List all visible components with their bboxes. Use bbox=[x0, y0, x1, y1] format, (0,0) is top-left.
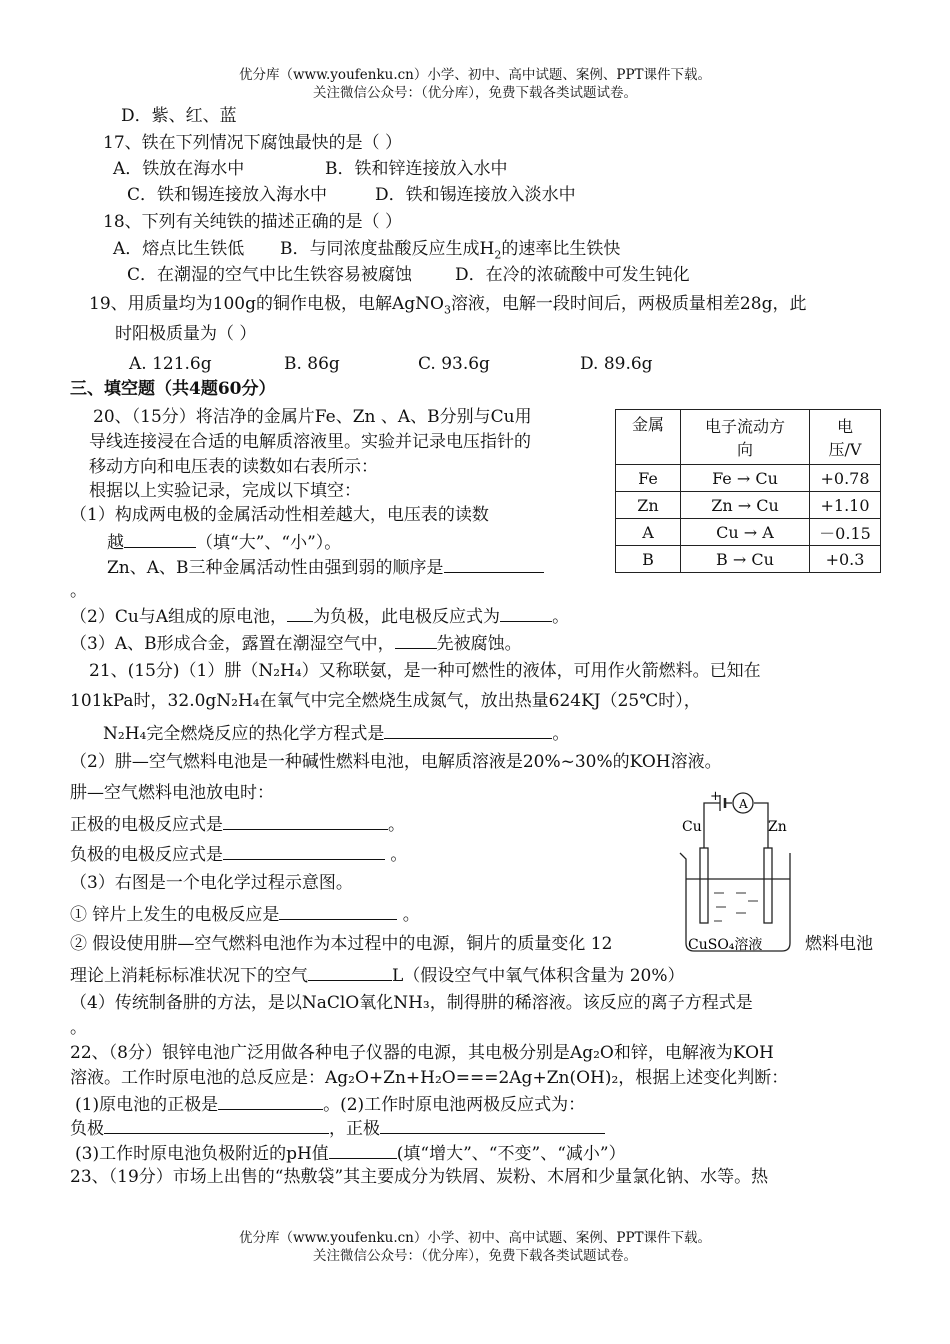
q19-stem-line2: 时阳极质量为（ ） bbox=[115, 324, 257, 344]
q21-part4: （4）传统制备肼的方法，是以NaClO氧化NH₃，制得肼的稀溶液。该反应的离子方程式是 bbox=[70, 993, 753, 1013]
q21-negative: 负极的电极反应式是 。 bbox=[70, 841, 407, 867]
table-cell: +0.3 bbox=[810, 546, 881, 573]
cu-electrode bbox=[700, 848, 708, 923]
q21-part3b: ② 假设使用肼—空气燃料电池作为本过程中的电源，铜片的质量变化 12 bbox=[70, 934, 613, 954]
q19-option-c: C. 93.6g bbox=[418, 354, 490, 374]
answer-blank bbox=[223, 811, 388, 830]
q19-option-d: D. 89.6g bbox=[580, 354, 653, 374]
q22-line3: (1)原电池的正极是 。(2)工作时原电池两极反应式为： bbox=[75, 1091, 585, 1117]
page-footer-line1: 优分库（www.youfenku.cn）小学、初中、高中试题、案例、PPT课件下载。 bbox=[238, 1230, 712, 1246]
answer-blank bbox=[500, 603, 552, 622]
q20-part1-line2: 越 （填“大”、“小”）。 bbox=[107, 529, 341, 555]
answer-blank bbox=[279, 901, 397, 920]
q21-part3: （3）右图是一个电化学过程示意图。 bbox=[70, 873, 353, 893]
q20-line1: 20、（15分）将洁净的金属片Fe、Zn 、A、B分别与Cu用 bbox=[93, 407, 532, 427]
q16-option-d: D．紫、红、蓝 bbox=[121, 106, 237, 126]
table-header-row bbox=[616, 410, 881, 465]
table-cell: Fe → Cu bbox=[681, 465, 810, 492]
q20-part1-end: 。 bbox=[70, 581, 87, 601]
q17-option-c: C．铁和锡连接放入海水中 bbox=[127, 185, 328, 205]
cu-label: Cu bbox=[682, 819, 702, 835]
q22-line2: 溶液。工作时原电池的总反应是：Ag₂O+Zn+H₂O===2Ag+Zn(OH)₂，根据上述变化判断： bbox=[70, 1068, 789, 1088]
q19-stem: 19、用质量均为100g的铜作电极，电解AgNO$_3$溶液，电解一段时间后，两极质量相差28g，此 bbox=[89, 294, 807, 317]
answer-blank bbox=[223, 841, 385, 860]
q17-option-a: A．铁放在海水中 bbox=[113, 159, 245, 179]
table-cell: Cu → A bbox=[681, 519, 810, 546]
q21-line3: N₂H₄完全燃烧反应的热化学方程式是 。 bbox=[103, 720, 569, 746]
q21-part4-end: 。 bbox=[70, 1018, 87, 1038]
q18-option-b: B．与同浓度盐酸反应生成$H_2$的速率比生铁快 bbox=[280, 239, 621, 262]
answer-blank bbox=[308, 962, 392, 981]
q18-option-c: C．在潮湿的空气中比生铁容易被腐蚀 bbox=[127, 265, 413, 285]
wire-left bbox=[704, 803, 720, 848]
solution-label: CuSO₄溶液 bbox=[688, 937, 763, 953]
q21-positive: 正极的电极反应式是 。 bbox=[70, 811, 405, 837]
table-row bbox=[616, 519, 881, 546]
table-cell: Fe bbox=[616, 465, 681, 492]
q17-option-d: D．铁和锡连接放入淡水中 bbox=[375, 185, 576, 205]
q22-line4: 负极 ，正极 bbox=[70, 1115, 605, 1141]
table-row bbox=[616, 465, 881, 492]
table-row bbox=[616, 546, 881, 573]
q18-stem: 18、下列有关纯铁的描述正确的是（ ） bbox=[103, 212, 403, 232]
q20-line3: 移动方向和电压表的读数如右表所示： bbox=[89, 457, 378, 477]
q20-line2: 导线连接浸在合适的电解质溶液里。实验并记录电压指针的 bbox=[89, 432, 531, 452]
q22-line5: (3)工作时原电池负极附近的pH值 (填“增大”、“不变”、“减小”） bbox=[75, 1140, 626, 1166]
q19-option-b: B. 86g bbox=[284, 354, 340, 374]
table-header-voltage: 电 压/V bbox=[810, 410, 881, 465]
table-cell: A bbox=[616, 519, 681, 546]
q21-part3b-tail: 燃料电池 bbox=[805, 934, 873, 954]
answer-blank bbox=[380, 1115, 605, 1134]
q21-part2: （2）肼—空气燃料电池是一种碱性燃料电池，电解质溶液是20%~30%的KOH溶液。 bbox=[70, 752, 722, 772]
q19-option-a: A. 121.6g bbox=[129, 354, 212, 374]
answer-blank bbox=[395, 630, 437, 649]
wire-right bbox=[754, 803, 768, 848]
page-header-line2: 关注微信公众号：（优分库），免费下载各类试题试卷。 bbox=[313, 85, 637, 101]
q20-part1-line3: Zn、A、B三种金属活动性由强到弱的顺序是 bbox=[107, 554, 544, 580]
q21-part3a: ① 锌片上发生的电极反应是 。 bbox=[70, 901, 420, 927]
table-cell: +0.78 bbox=[810, 465, 881, 492]
answer-blank bbox=[218, 1091, 323, 1110]
table-row bbox=[616, 492, 881, 519]
electrolysis-diagram bbox=[674, 783, 802, 963]
q20-line4: 根据以上实验记录，完成以下填空： bbox=[89, 481, 361, 501]
voltage-table bbox=[615, 409, 881, 573]
q18-option-d: D．在冷的浓硫酸中可发生钝化 bbox=[455, 265, 690, 285]
q22-line1: 22、（8分）银锌电池广泛用做各种电子仪器的电源，其电极分别是Ag₂O和锌，电解液为KOH bbox=[70, 1043, 774, 1063]
table-cell: B → Cu bbox=[681, 546, 810, 573]
q20-part2: （2）Cu与A组成的原电池， 为负极，此电极反应式为 。 bbox=[70, 603, 569, 629]
zn-electrode bbox=[764, 848, 772, 923]
answer-blank bbox=[384, 720, 552, 739]
q17-option-b: B．铁和锌连接放入水中 bbox=[325, 159, 508, 179]
battery-plus: + bbox=[710, 789, 721, 804]
table-cell: Zn → Cu bbox=[681, 492, 810, 519]
q17-stem: 17、铁在下列情况下腐蚀最快的是（ ） bbox=[103, 133, 403, 153]
q21-part2b: 肼—空气燃料电池放电时： bbox=[70, 783, 274, 803]
ammeter-label: A bbox=[739, 797, 748, 811]
q21-line2: 101kPa时，32.0gN₂H₄在氧气中完全燃烧生成氮气，放出热量624KJ（25℃时）， bbox=[70, 691, 701, 711]
page-header-line1: 优分库（www.youfenku.cn）小学、初中、高中试题、案例、PPT课件下载。 bbox=[238, 67, 712, 83]
page-footer-line2: 关注微信公众号：（优分库），免费下载各类试题试卷。 bbox=[313, 1248, 637, 1264]
answer-blank bbox=[287, 603, 313, 622]
q21-line1: 21、(15分)（1）肼（N₂H₄）又称联氨，是一种可燃性的液体，可用作火箭燃料。已知在 bbox=[89, 661, 761, 681]
answer-blank bbox=[124, 529, 196, 548]
table-header-metal: 金属 bbox=[616, 410, 681, 465]
table-cell: Zn bbox=[616, 492, 681, 519]
q21-part3c: 理论上消耗标标准状况下的空气 L（假设空气中氧气体积含量为 20%） bbox=[70, 962, 684, 988]
answer-blank bbox=[444, 554, 544, 573]
q23-line1: 23、（19分）市场上出售的“热敷袋”其主要成分为铁屑、炭粉、木屑和少量氯化钠、水等。热 bbox=[70, 1167, 769, 1187]
q20-part3: （3）A、B形成合金，露置在潮湿空气中， 先被腐蚀。 bbox=[70, 630, 522, 656]
answer-blank bbox=[104, 1115, 329, 1134]
q18-option-a: A．熔点比生铁低 bbox=[113, 239, 245, 259]
table-header-flow: 电子流动方 向 bbox=[681, 410, 810, 465]
table-cell: B bbox=[616, 546, 681, 573]
answer-blank bbox=[329, 1140, 397, 1159]
zn-label: Zn bbox=[768, 819, 787, 835]
section-title: 三、填空题（共4题60分） bbox=[70, 379, 276, 399]
table-cell: +1.10 bbox=[810, 492, 881, 519]
q20-part1-line1: （1）构成两电极的金属活动性相差越大，电压表的读数 bbox=[70, 505, 489, 525]
table-cell: －0.15 bbox=[810, 519, 881, 546]
